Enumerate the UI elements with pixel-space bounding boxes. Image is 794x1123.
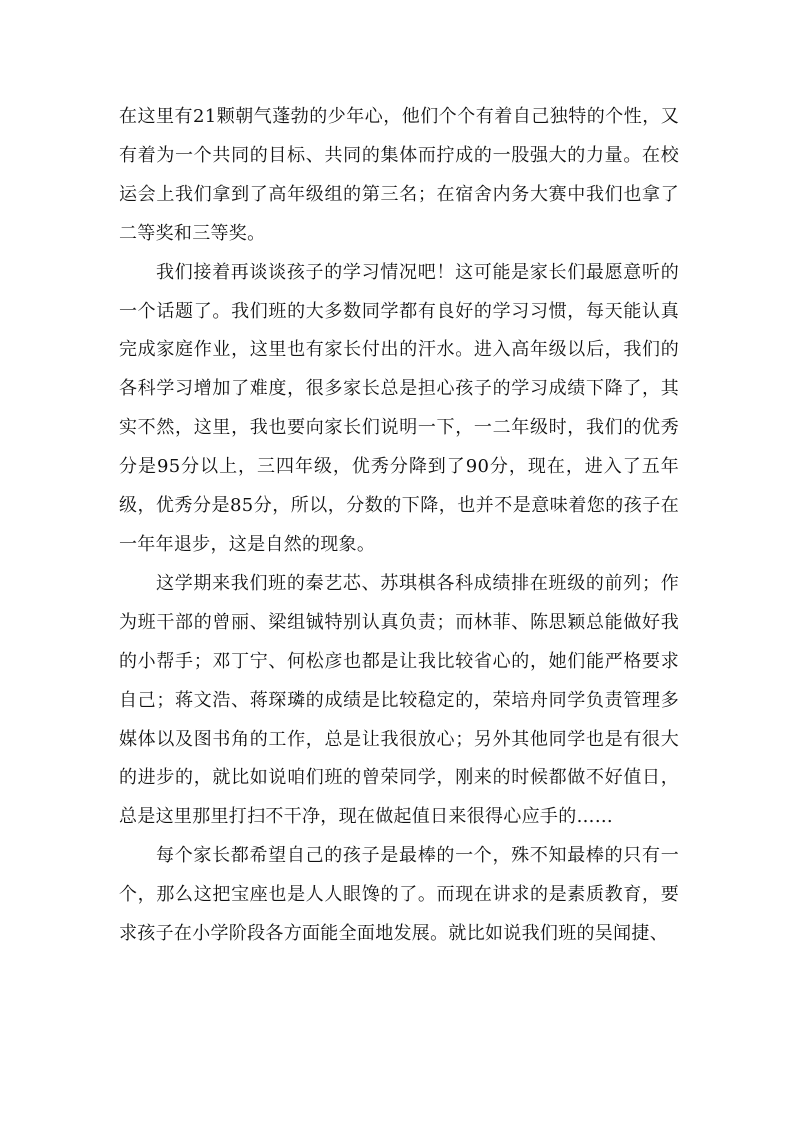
paragraph-quality-education: 每个家长都希望自己的孩子是最棒的一个，殊不知最棒的只有一个，那么这把宝座也是人人眼馋的了。而现在讲求的是素质教育，要求孩子在小学阶段各方面能全面地发展。就比如说我们班的吴闻捷、 [119,845,679,945]
document-body [119,98,679,954]
paragraph-study-situation: 我们接着再谈谈孩子的学习情况吧！这可能是家长们最愿意听的一个话题了。我们班的大多数同学都有良好的学习习惯，每天能认真完成家庭作业，这里也有家长付出的汗水。进入高年级以后，我们的各科学习增加了难度，很多家长总是担心孩子的学习成绩下降了，其实不然，这里，我也要向家长们说明一下，一二年级时，我们的优秀分是95分以上，三四年级，优秀分降到了90分，现在，进入了五年级，优秀分是85分，所以，分数的下降，也并不是意味着您的孩子在一年年退步，这是自然的现象。 [119,261,679,555]
paragraph-student-highlights: 这学期来我们班的秦艺芯、苏琪棋各科成绩排在班级的前列；作为班干部的曾丽、梁组铖特别认真负责；而林菲、陈思颖总能做好我的小帮手；邓丁宁、何松彦也都是让我比较省心的，她们能严格要求自己；蒋文浩、蒋琛璘的成绩是比较稳定的，荣培舟同学负责管理多媒体以及图书角的工作，总是让我很放心；另外其他同学也是有很大的进步的，就比如说咱们班的曾荣同学，刚来的时候都做不好值日，总是这里那里打扫不干净，现在做起值日来很得心应手的…… [119,572,679,828]
paragraph-class-intro: 在这里有21颗朝气蓬勃的少年心，他们个个有着自己独特的个性，又有着为一个共同的目标、共同的集体而拧成的一股强大的力量。在校运会上我们拿到了高年级组的第三名；在宿舍内务大赛中我们也拿了二等奖和三等奖。 [119,106,679,244]
